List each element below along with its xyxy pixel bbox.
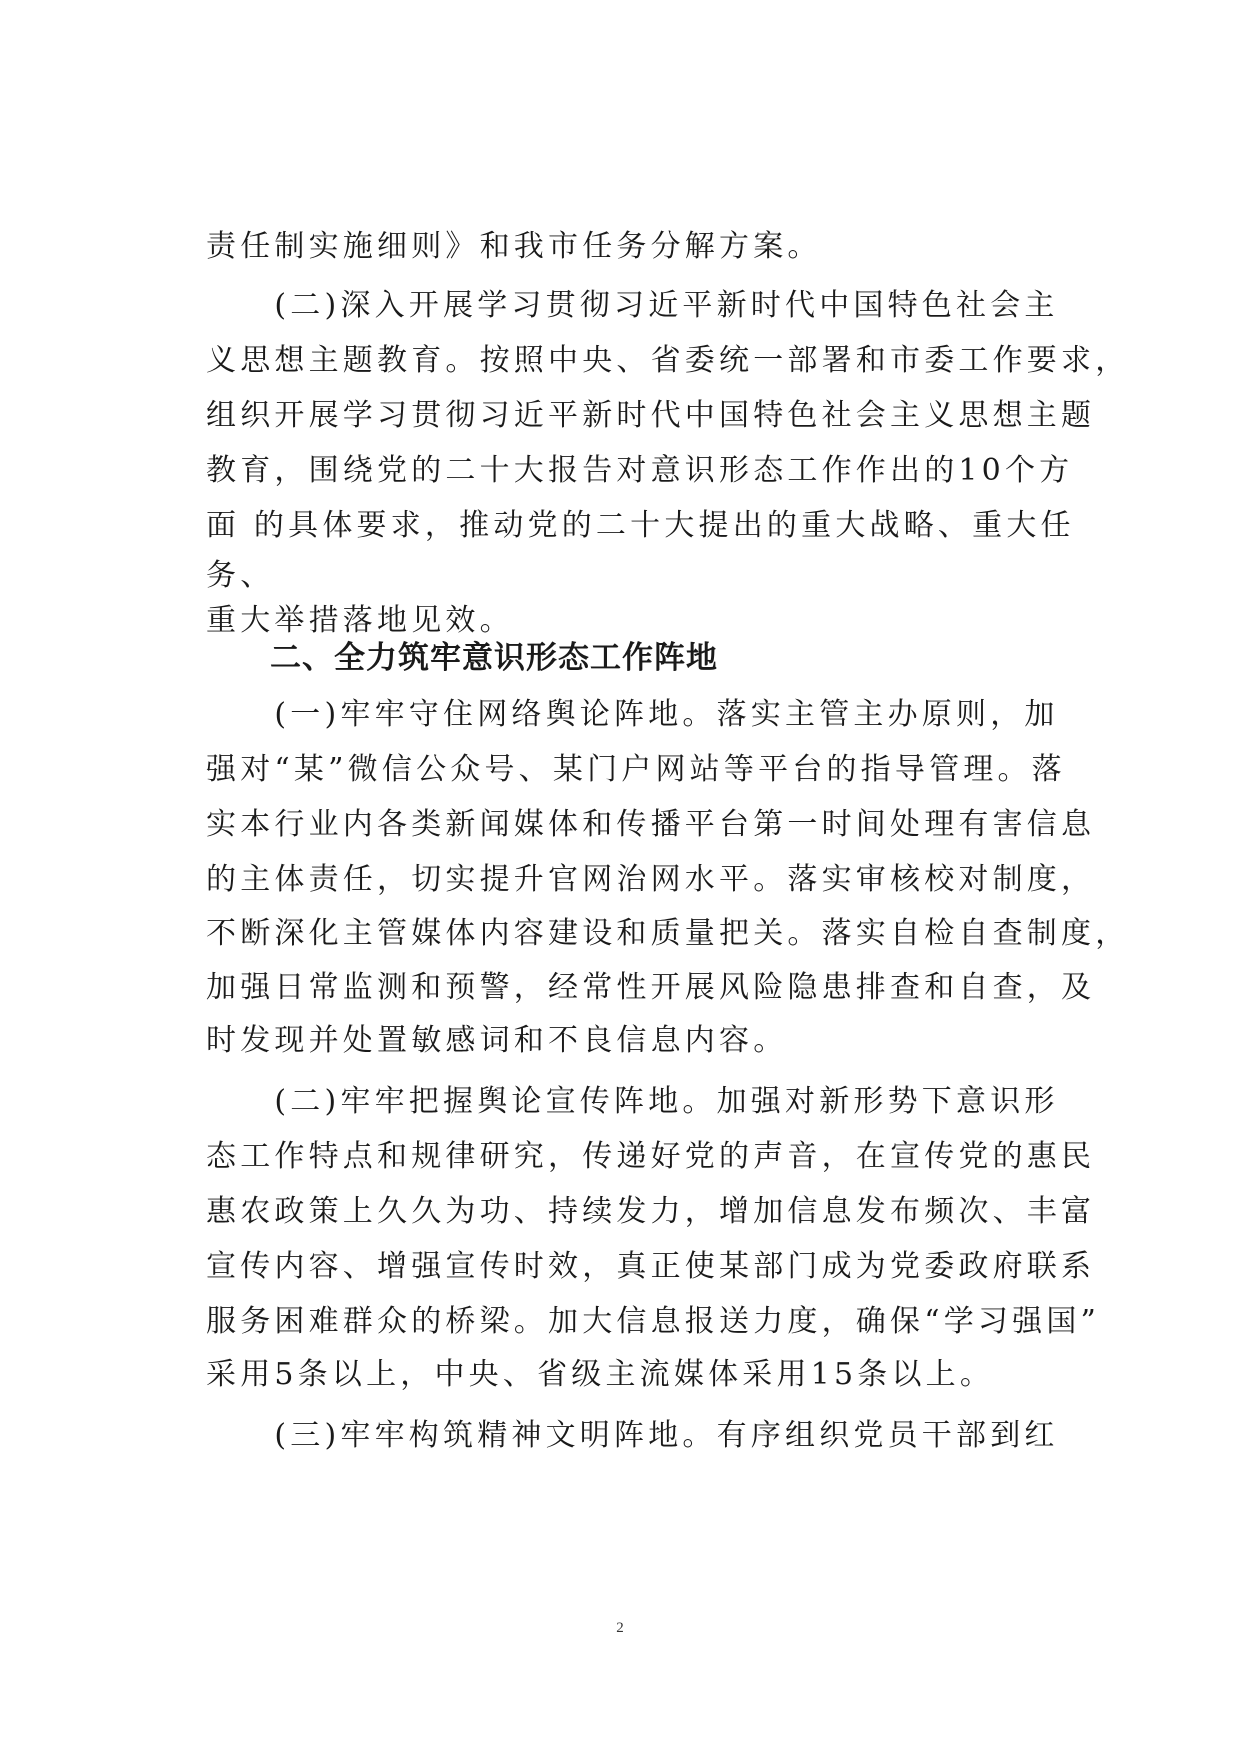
- paragraph-line: (三)牢牢构筑精神文明阵地。有序组织党员干部到红: [206, 1418, 1059, 1453]
- paragraph-line: 宣传内容、增强宣传时效，真正使某部门成为党委政府联系: [206, 1249, 1096, 1284]
- paragraph-line: (二)深入开展学习贯彻习近平新时代中国特色社会主: [206, 288, 1059, 323]
- paragraph-line: 服务困难群众的桥梁。加大信息报送力度，确保“学习强国”: [206, 1304, 1101, 1339]
- paragraph-line: 加强日常监测和预警，经常性开展风险隐患排查和自查，及: [206, 970, 1096, 1005]
- page-number: 2: [616, 1620, 624, 1636]
- paragraph-line: 采用5条以上，中央、省级主流媒体采用15条以上。: [206, 1357, 995, 1392]
- paragraph-line: 不断深化主管媒体内容建设和质量把关。落实自检自查制度，: [206, 916, 1130, 951]
- paragraph-line: 强对“某”微信公众号、某门户网站等平台的指导管理。落: [206, 752, 1066, 787]
- paragraph-line: (二)牢牢把握舆论宣传阵地。加强对新形势下意识形: [206, 1084, 1059, 1119]
- paragraph-line: 面 的具体要求，推动党的二十大提出的重大战略、重大任: [206, 508, 1075, 543]
- paragraph-line: 态工作特点和规律研究，传递好党的声音，在宣传党的惠民: [206, 1139, 1096, 1174]
- paragraph-line: 的主体责任，切实提升官网治网水平。落实审核校对制度，: [206, 862, 1096, 897]
- paragraph-line: 重大举措落地见效。: [206, 603, 514, 638]
- paragraph-line: 务、: [206, 558, 275, 593]
- paragraph-line: 时发现并处置敏感词和不良信息内容。: [206, 1023, 788, 1058]
- paragraph-line: 教育，围绕党的二十大报告对意识形态工作作出的10个方: [206, 453, 1074, 488]
- paragraph-line: 组织开展学习贯彻习近平新时代中国特色社会主义思想主题: [206, 398, 1096, 433]
- paragraph-line: 实本行业内各类新闻媒体和传播平台第一时间处理有害信息: [206, 807, 1096, 842]
- paragraph-line: 责任制实施细则》和我市任务分解方案。: [206, 229, 822, 264]
- paragraph-line: (一)牢牢守住网络舆论阵地。落实主管主办原则，加: [206, 697, 1059, 732]
- paragraph-line: 义思想主题教育。按照中央、省委统一部署和市委工作要求，: [206, 343, 1130, 378]
- section-heading: 二、全力筑牢意识形态工作阵地: [270, 640, 718, 676]
- paragraph-line: 惠农政策上久久为功、持续发力，增加信息发布频次、丰富: [206, 1194, 1096, 1229]
